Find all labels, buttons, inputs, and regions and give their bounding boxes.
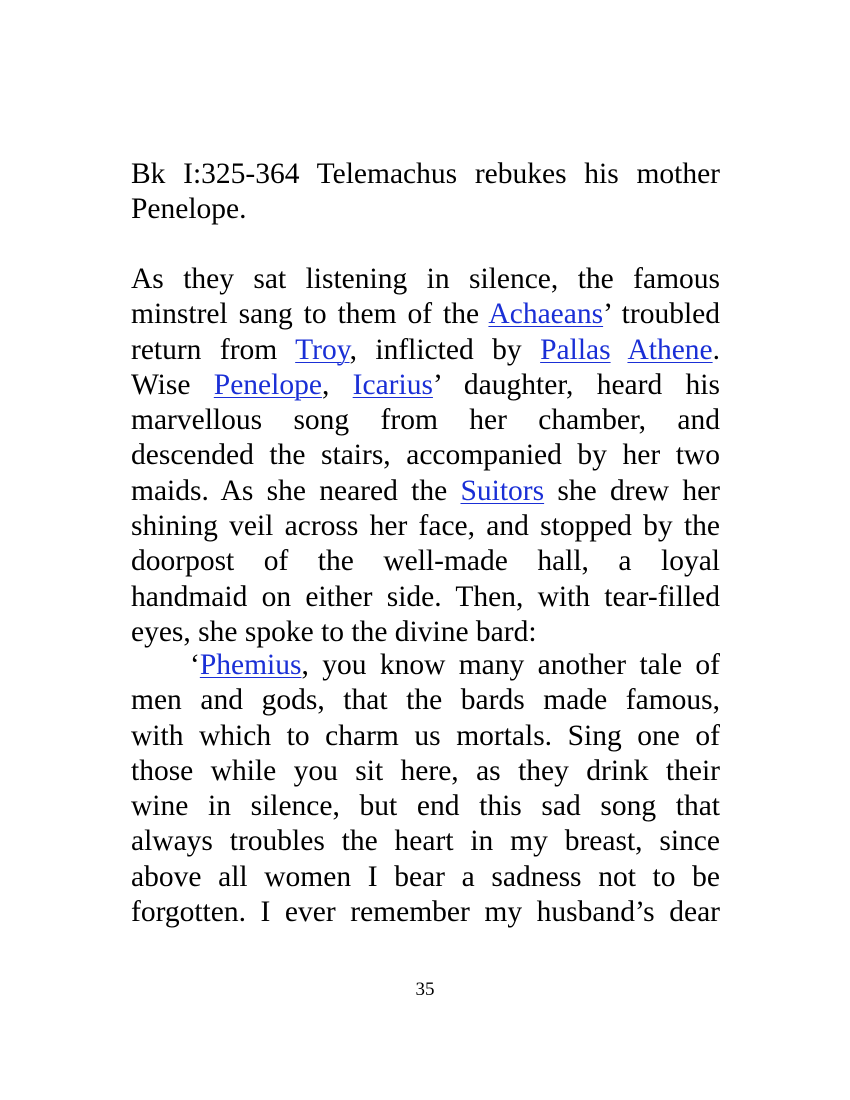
heading-line-1: Bk I:325-364 Telemachus rebukes his mother [131,158,720,190]
p1-line: handmaid on either side. Then, with tear-filled [131,580,720,613]
p1-line: minstrel sang to them of the Achaeans’ troubled [131,298,720,331]
p2-line: wine in silence, but end this sad song that [131,790,720,823]
p1-line: As they sat listening in silence, the famous [131,263,720,295]
p1-line: return from Troy, inflicted by Pallas Athene. [131,333,720,366]
p2-line: those while you sit here, as they drink their [131,754,720,787]
chapter-heading [131,157,720,228]
link-phemius[interactable]: Phemius [199,649,302,681]
p2-line: always troubles the heart in my breast, since [131,825,720,858]
p1-line: maids. As she neared the Suitors she drew her [131,474,720,507]
p2-line: above all women I bear a sadness not to be [131,860,720,893]
paragraph-2 [131,648,720,930]
p2-line: ‘Phemius, you know many another tale of [190,649,720,681]
p2-line: men and gods, that the bards made famous, [131,684,720,717]
page-number: 35 [415,979,435,1000]
heading-line-2: Penelope. [131,193,247,226]
p1-line: doorpost of the well-made hall, a loyal [131,545,720,578]
link-pallas[interactable]: Pallas [540,333,611,366]
link-penelope[interactable]: Penelope [213,368,322,401]
link-achaeans[interactable]: Achaeans [488,298,604,331]
p1-line: shining veil across her face, and stopped by the [131,510,720,543]
link-suitors[interactable]: Suitors [460,474,545,507]
p1-line: Wise Penelope, Icarius’ daughter, heard his [131,368,720,401]
p1-line: marvellous song from her chamber, and [131,404,720,437]
link-athene[interactable]: Athene [627,333,713,366]
paragraph-1 [131,262,720,650]
p1-line: descended the stairs, accompanied by her two [131,439,720,472]
p2-line: with which to charm us mortals. Sing one of [131,719,720,752]
link-troy[interactable]: Troy [295,333,350,366]
p1-line: eyes, she spoke to the divine bard: [131,615,537,648]
link-icarius[interactable]: Icarius [352,368,433,401]
p2-line: forgotten. I ever remember my husband’s dear [131,896,720,929]
